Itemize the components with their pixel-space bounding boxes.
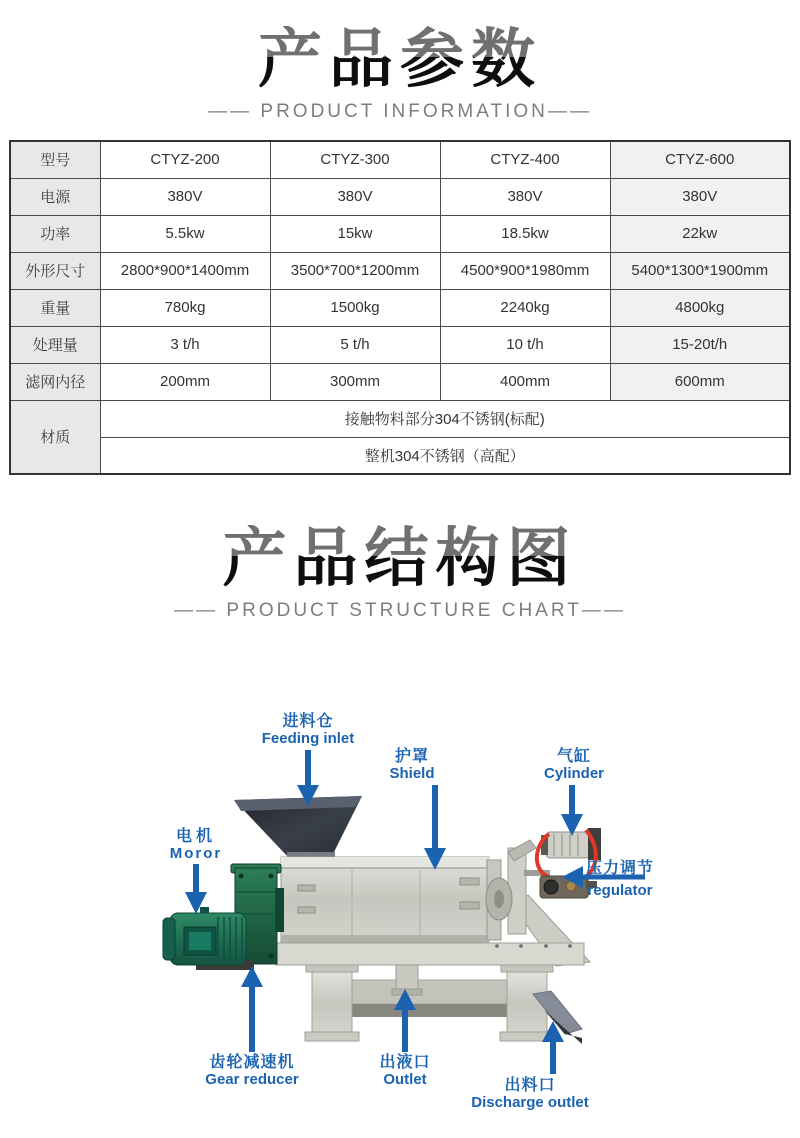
spec-value: 400mm [440,363,610,400]
spec-value: 200mm [100,363,270,400]
row-header: 重量 [10,289,100,326]
spec-value: 15-20t/h [610,326,790,363]
spec-value: 5400*1300*1900mm [610,252,790,289]
spec-value: CTYZ-300 [270,141,440,178]
row-header: 功率 [10,215,100,252]
label-cylinder: 气缸 Cylinder [543,748,604,782]
machine-body [281,857,512,943]
spec-value: 600mm [610,363,790,400]
row-header: 处理量 [10,326,100,363]
subtitle-product-information: —— PRODUCT INFORMATION—— [208,101,592,123]
spec-value: 4500*900*1980mm [440,252,610,289]
table-row-power-supply [10,178,790,215]
spec-value: 380V [270,178,440,215]
subtitle-product-structure: —— PRODUCT STRUCTURE CHART—— [174,600,626,622]
label-motor: 电机 Moror [169,828,223,862]
spec-value: 4800kg [610,289,790,326]
motor-part [163,907,254,970]
table-row-capacity [10,326,790,363]
label-discharge-outlet: 出料口 Discharge outlet [471,1077,589,1111]
table-row-dimensions [10,252,790,289]
table-row-material-premium [10,437,790,474]
spec-value: 10 t/h [440,326,610,363]
spec-value: 22kw [610,215,790,252]
label-gear-reducer: 齿轮减速机 Gear reducer [205,1054,299,1088]
spec-value: 2240kg [440,289,610,326]
label-regulator: 压力调节 regulator [585,860,654,899]
spec-value: 15kw [270,215,440,252]
spec-value: 380V [440,178,610,215]
spec-value: 780kg [100,289,270,326]
page-title-structure: 产品结构图 [222,522,578,595]
spec-value: 5.5kw [100,215,270,252]
spec-value: 300mm [270,363,440,400]
spec-value: 2800*900*1400mm [100,252,270,289]
row-header: 外形尺寸 [10,252,100,289]
outlet-pipe [392,965,422,995]
row-header: 滤网内径 [10,363,100,400]
row-header: 材质 [10,400,100,474]
machine-frame [276,943,584,1041]
label-outlet: 出液口 Outlet [379,1054,431,1088]
table-row-screen-diameter [10,363,790,400]
spec-value: 3 t/h [100,326,270,363]
material-premium-value: 整机304不锈钢（高配） [100,437,790,474]
table-row-power [10,215,790,252]
spec-value: 380V [610,178,790,215]
table-row-model [10,141,790,178]
label-feeding-inlet: 进料仓 Feeding inlet [261,713,355,747]
page-title-params: 产品参数 [258,23,542,95]
spec-value: 18.5kw [440,215,610,252]
spec-value: 5 t/h [270,326,440,363]
spec-value: CTYZ-200 [100,141,270,178]
hopper [234,796,362,860]
spec-value: CTYZ-400 [440,141,610,178]
row-header: 电源 [10,178,100,215]
section-product-information [0,0,800,123]
structure-diagram [0,680,800,1138]
section-product-structure [0,522,800,622]
table-row-weight [10,289,790,326]
spec-value: 1500kg [270,289,440,326]
spec-value: 380V [100,178,270,215]
table-row-material-standard [10,400,790,437]
material-standard-value: 接触物料部分304不锈钢(标配) [100,400,790,437]
row-header: 型号 [10,141,100,178]
spec-table [9,140,791,475]
spec-value: 3500*700*1200mm [270,252,440,289]
label-shield: 护罩 Shield [389,748,435,782]
spec-value: CTYZ-600 [610,141,790,178]
